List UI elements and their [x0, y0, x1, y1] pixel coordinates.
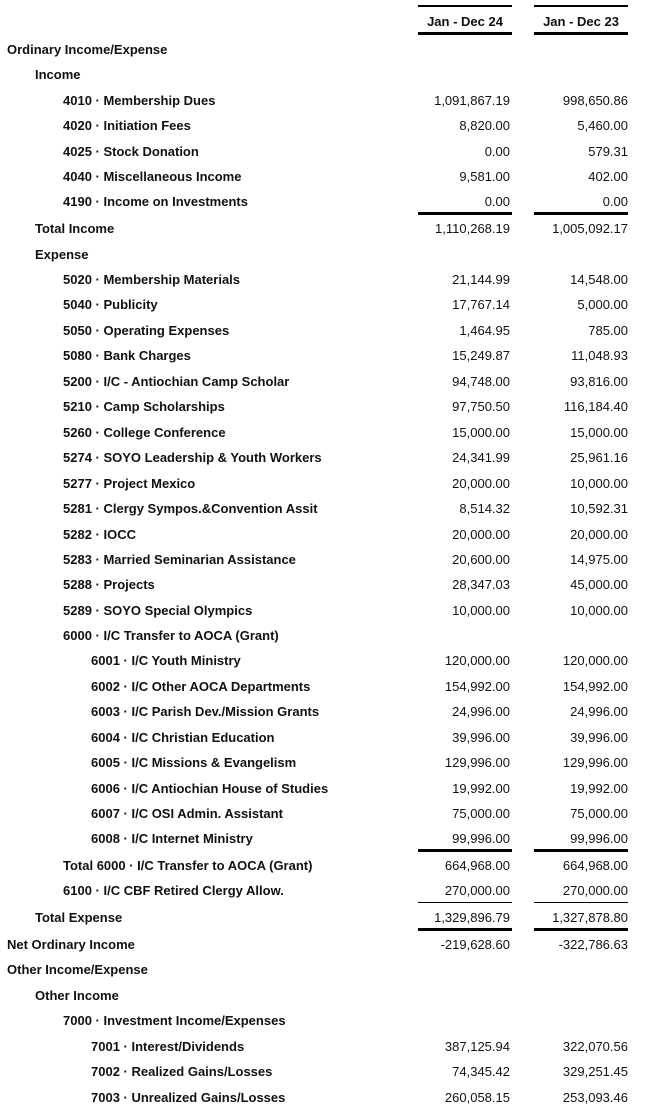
value-2023: 329,251.45: [562, 1064, 628, 1079]
report-row: [0, 168, 647, 186]
report-row: [0, 936, 647, 954]
value-2024: 97,750.50: [452, 399, 510, 414]
value-2023: 579.31: [588, 144, 628, 159]
value-2023: 39,996.00: [570, 730, 628, 745]
value-2024: 387,125.94: [444, 1039, 510, 1054]
row-label: 5040 · Publicity: [63, 297, 158, 312]
value-2024: 99,996.00: [452, 831, 510, 846]
value-2024: 1,464.95: [459, 323, 510, 338]
total-rule: [534, 849, 628, 852]
report-row: [0, 193, 647, 211]
value-2023: 45,000.00: [570, 577, 628, 592]
report-row: [0, 449, 647, 467]
total-rule: [418, 928, 512, 931]
report-row: [0, 909, 647, 927]
report-row: [0, 703, 647, 721]
row-label: 5050 · Operating Expenses: [63, 323, 230, 338]
report-row: [0, 882, 647, 900]
value-2024: 10,000.00: [452, 603, 510, 618]
total-rule: [418, 902, 512, 903]
report-row: [0, 143, 647, 161]
row-label: 6007 · I/C OSI Admin. Assistant: [91, 806, 283, 821]
value-2023: 120,000.00: [562, 653, 628, 668]
report-row: [0, 322, 647, 340]
value-2024: 94,748.00: [452, 374, 510, 389]
value-2023: 93,816.00: [570, 374, 628, 389]
value-2024: 20,600.00: [452, 552, 510, 567]
total-rule: [418, 849, 512, 852]
report-row: [0, 678, 647, 696]
report-row: [0, 500, 647, 518]
report-row: [0, 398, 647, 416]
value-2023: 10,000.00: [570, 476, 628, 491]
value-2024: 9,581.00: [459, 169, 510, 184]
report-row: [0, 602, 647, 620]
value-2024: 39,996.00: [452, 730, 510, 745]
value-2023: 253,093.46: [562, 1090, 628, 1105]
value-2023: 402.00: [588, 169, 628, 184]
value-2023: 322,070.56: [562, 1039, 628, 1054]
report-row: [0, 271, 647, 289]
report-row: [0, 987, 647, 1005]
column-header-2024: Jan - Dec 24: [418, 5, 512, 35]
row-label: 6001 · I/C Youth Ministry: [91, 653, 241, 668]
row-label: 5260 · College Conference: [63, 425, 226, 440]
value-2023: 20,000.00: [570, 527, 628, 542]
row-label: 7002 · Realized Gains/Losses: [91, 1064, 273, 1079]
column-header-2023: Jan - Dec 23: [534, 5, 628, 35]
value-2024: 0.00: [484, 194, 510, 209]
value-2023: 99,996.00: [570, 831, 628, 846]
value-2023: 11,048.93: [571, 348, 628, 363]
value-2024: 120,000.00: [444, 653, 510, 668]
value-2023: 15,000.00: [570, 425, 628, 440]
row-label: 5200 · I/C - Antiochian Camp Scholar: [63, 374, 290, 389]
value-2023: 10,592.31: [570, 501, 628, 516]
row-label: 5210 · Camp Scholarships: [63, 399, 225, 414]
report-row: [0, 754, 647, 772]
row-label: 4010 · Membership Dues: [63, 93, 216, 108]
report-row: [0, 830, 647, 848]
row-label: 5281 · Clergy Sympos.&Convention Assit: [63, 501, 318, 516]
value-2024: 75,000.00: [452, 806, 510, 821]
value-2023: 25,961.16: [570, 450, 628, 465]
report-row: [0, 41, 647, 59]
row-label: Other Income/Expense: [7, 962, 148, 977]
report-row: [0, 961, 647, 979]
row-label: 6003 · I/C Parish Dev./Mission Grants: [91, 704, 320, 719]
row-label: 7001 · Interest/Dividends: [91, 1039, 245, 1054]
total-rule: [534, 928, 628, 931]
value-2023: 270,000.00: [562, 883, 628, 898]
row-label: Net Ordinary Income: [7, 937, 135, 952]
value-2024: -219,628.60: [440, 937, 510, 952]
row-label: 5283 · Married Seminarian Assistance: [63, 552, 296, 567]
report-row: [0, 576, 647, 594]
value-2024: 0.00: [484, 144, 510, 159]
report-row: [0, 220, 647, 238]
row-label: 5020 · Membership Materials: [63, 272, 241, 287]
value-2023: 24,996.00: [570, 704, 628, 719]
value-2024: 8,514.32: [459, 501, 510, 516]
value-2023: 154,992.00: [562, 679, 628, 694]
value-2024: 74,345.42: [452, 1064, 510, 1079]
report-row: [0, 551, 647, 569]
row-label: 6006 · I/C Antiochian House of Studies: [91, 781, 329, 796]
value-2024: 15,000.00: [452, 425, 510, 440]
report-row: [0, 652, 647, 670]
report-row: [0, 117, 647, 135]
report-row: [0, 857, 647, 875]
value-2024: 15,249.87: [452, 348, 510, 363]
row-label: 6005 · I/C Missions & Evangelism: [91, 755, 297, 770]
value-2024: 19,992.00: [452, 781, 510, 796]
row-label: 7000 · Investment Income/Expenses: [63, 1013, 286, 1028]
row-label: Income: [35, 67, 81, 82]
row-label: Total Income: [35, 221, 115, 236]
value-2023: 5,000.00: [577, 297, 628, 312]
value-2024: 8,820.00: [459, 118, 510, 133]
value-2024: 20,000.00: [452, 476, 510, 491]
value-2023: 19,992.00: [570, 781, 628, 796]
report-row: [0, 246, 647, 264]
row-label: 4190 · Income on Investments: [63, 194, 248, 209]
report-row: [0, 347, 647, 365]
total-rule: [534, 902, 628, 903]
report-row: [0, 526, 647, 544]
value-2023: -322,786.63: [558, 937, 628, 952]
value-2024: 664,968.00: [444, 858, 510, 873]
report-row: [0, 1012, 647, 1030]
value-2024: 20,000.00: [452, 527, 510, 542]
row-label: 5289 · SOYO Special Olympics: [63, 603, 253, 618]
row-label: Ordinary Income/Expense: [7, 42, 168, 57]
row-label: Total 6000 · I/C Transfer to AOCA (Grant): [63, 858, 313, 873]
value-2023: 785.00: [588, 323, 628, 338]
row-label: 6100 · I/C CBF Retired Clergy Allow.: [63, 883, 284, 898]
value-2024: 270,000.00: [444, 883, 510, 898]
value-2024: 129,996.00: [444, 755, 510, 770]
report-row: [0, 729, 647, 747]
row-label: 6008 · I/C Internet Ministry: [91, 831, 253, 846]
row-label: 7003 · Unrealized Gains/Losses: [91, 1090, 286, 1105]
report-row: [0, 805, 647, 823]
report-row: [0, 373, 647, 391]
value-2024: 1,110,268.19: [435, 221, 510, 236]
report-row: [0, 66, 647, 84]
row-label: Total Expense: [35, 910, 123, 925]
row-label: 4025 · Stock Donation: [63, 144, 199, 159]
value-2024: 260,058.15: [444, 1090, 510, 1105]
value-2023: 14,975.00: [570, 552, 628, 567]
report-row: [0, 780, 647, 798]
row-label: 4020 · Initiation Fees: [63, 118, 191, 133]
row-label: 6002 · I/C Other AOCA Departments: [91, 679, 311, 694]
row-label: 5274 · SOYO Leadership & Youth Workers: [63, 450, 322, 465]
report-row: [0, 1038, 647, 1056]
value-2023: 14,548.00: [570, 272, 628, 287]
value-2023: 116,184.40: [563, 399, 628, 414]
value-2023: 129,996.00: [562, 755, 628, 770]
value-2024: 24,996.00: [452, 704, 510, 719]
row-label: 6000 · I/C Transfer to AOCA (Grant): [63, 628, 279, 643]
row-label: 5288 · Projects: [63, 577, 155, 592]
report-row: [0, 475, 647, 493]
row-label: 4040 · Miscellaneous Income: [63, 169, 242, 184]
value-2023: 10,000.00: [570, 603, 628, 618]
value-2024: 17,767.14: [452, 297, 510, 312]
report-row: [0, 92, 647, 110]
row-label: 6004 · I/C Christian Education: [91, 730, 275, 745]
value-2023: 75,000.00: [570, 806, 628, 821]
total-rule: [418, 212, 512, 215]
value-2024: 1,329,896.79: [434, 910, 510, 925]
row-label: Expense: [35, 247, 89, 262]
row-label: 5277 · Project Mexico: [63, 476, 196, 491]
report-row: [0, 424, 647, 442]
value-2023: 1,005,092.17: [552, 221, 628, 236]
report-row: [0, 1063, 647, 1081]
value-2024: 28,347.03: [452, 577, 510, 592]
value-2023: 1,327,878.80: [552, 910, 628, 925]
value-2024: 154,992.00: [444, 679, 510, 694]
value-2023: 0.00: [602, 194, 628, 209]
value-2023: 664,968.00: [562, 858, 628, 873]
value-2023: 998,650.86: [562, 93, 628, 108]
row-label: 5080 · Bank Charges: [63, 348, 191, 363]
total-rule: [534, 212, 628, 215]
row-label: Other Income: [35, 988, 119, 1003]
value-2024: 21,144.99: [452, 272, 510, 287]
report-row: [0, 296, 647, 314]
report-row: [0, 627, 647, 645]
value-2023: 5,460.00: [577, 118, 628, 133]
row-label: 5282 · IOCC: [63, 527, 136, 542]
report-row: [0, 1089, 647, 1107]
value-2024: 24,341.99: [452, 450, 510, 465]
value-2024: 1,091,867.19: [434, 93, 510, 108]
